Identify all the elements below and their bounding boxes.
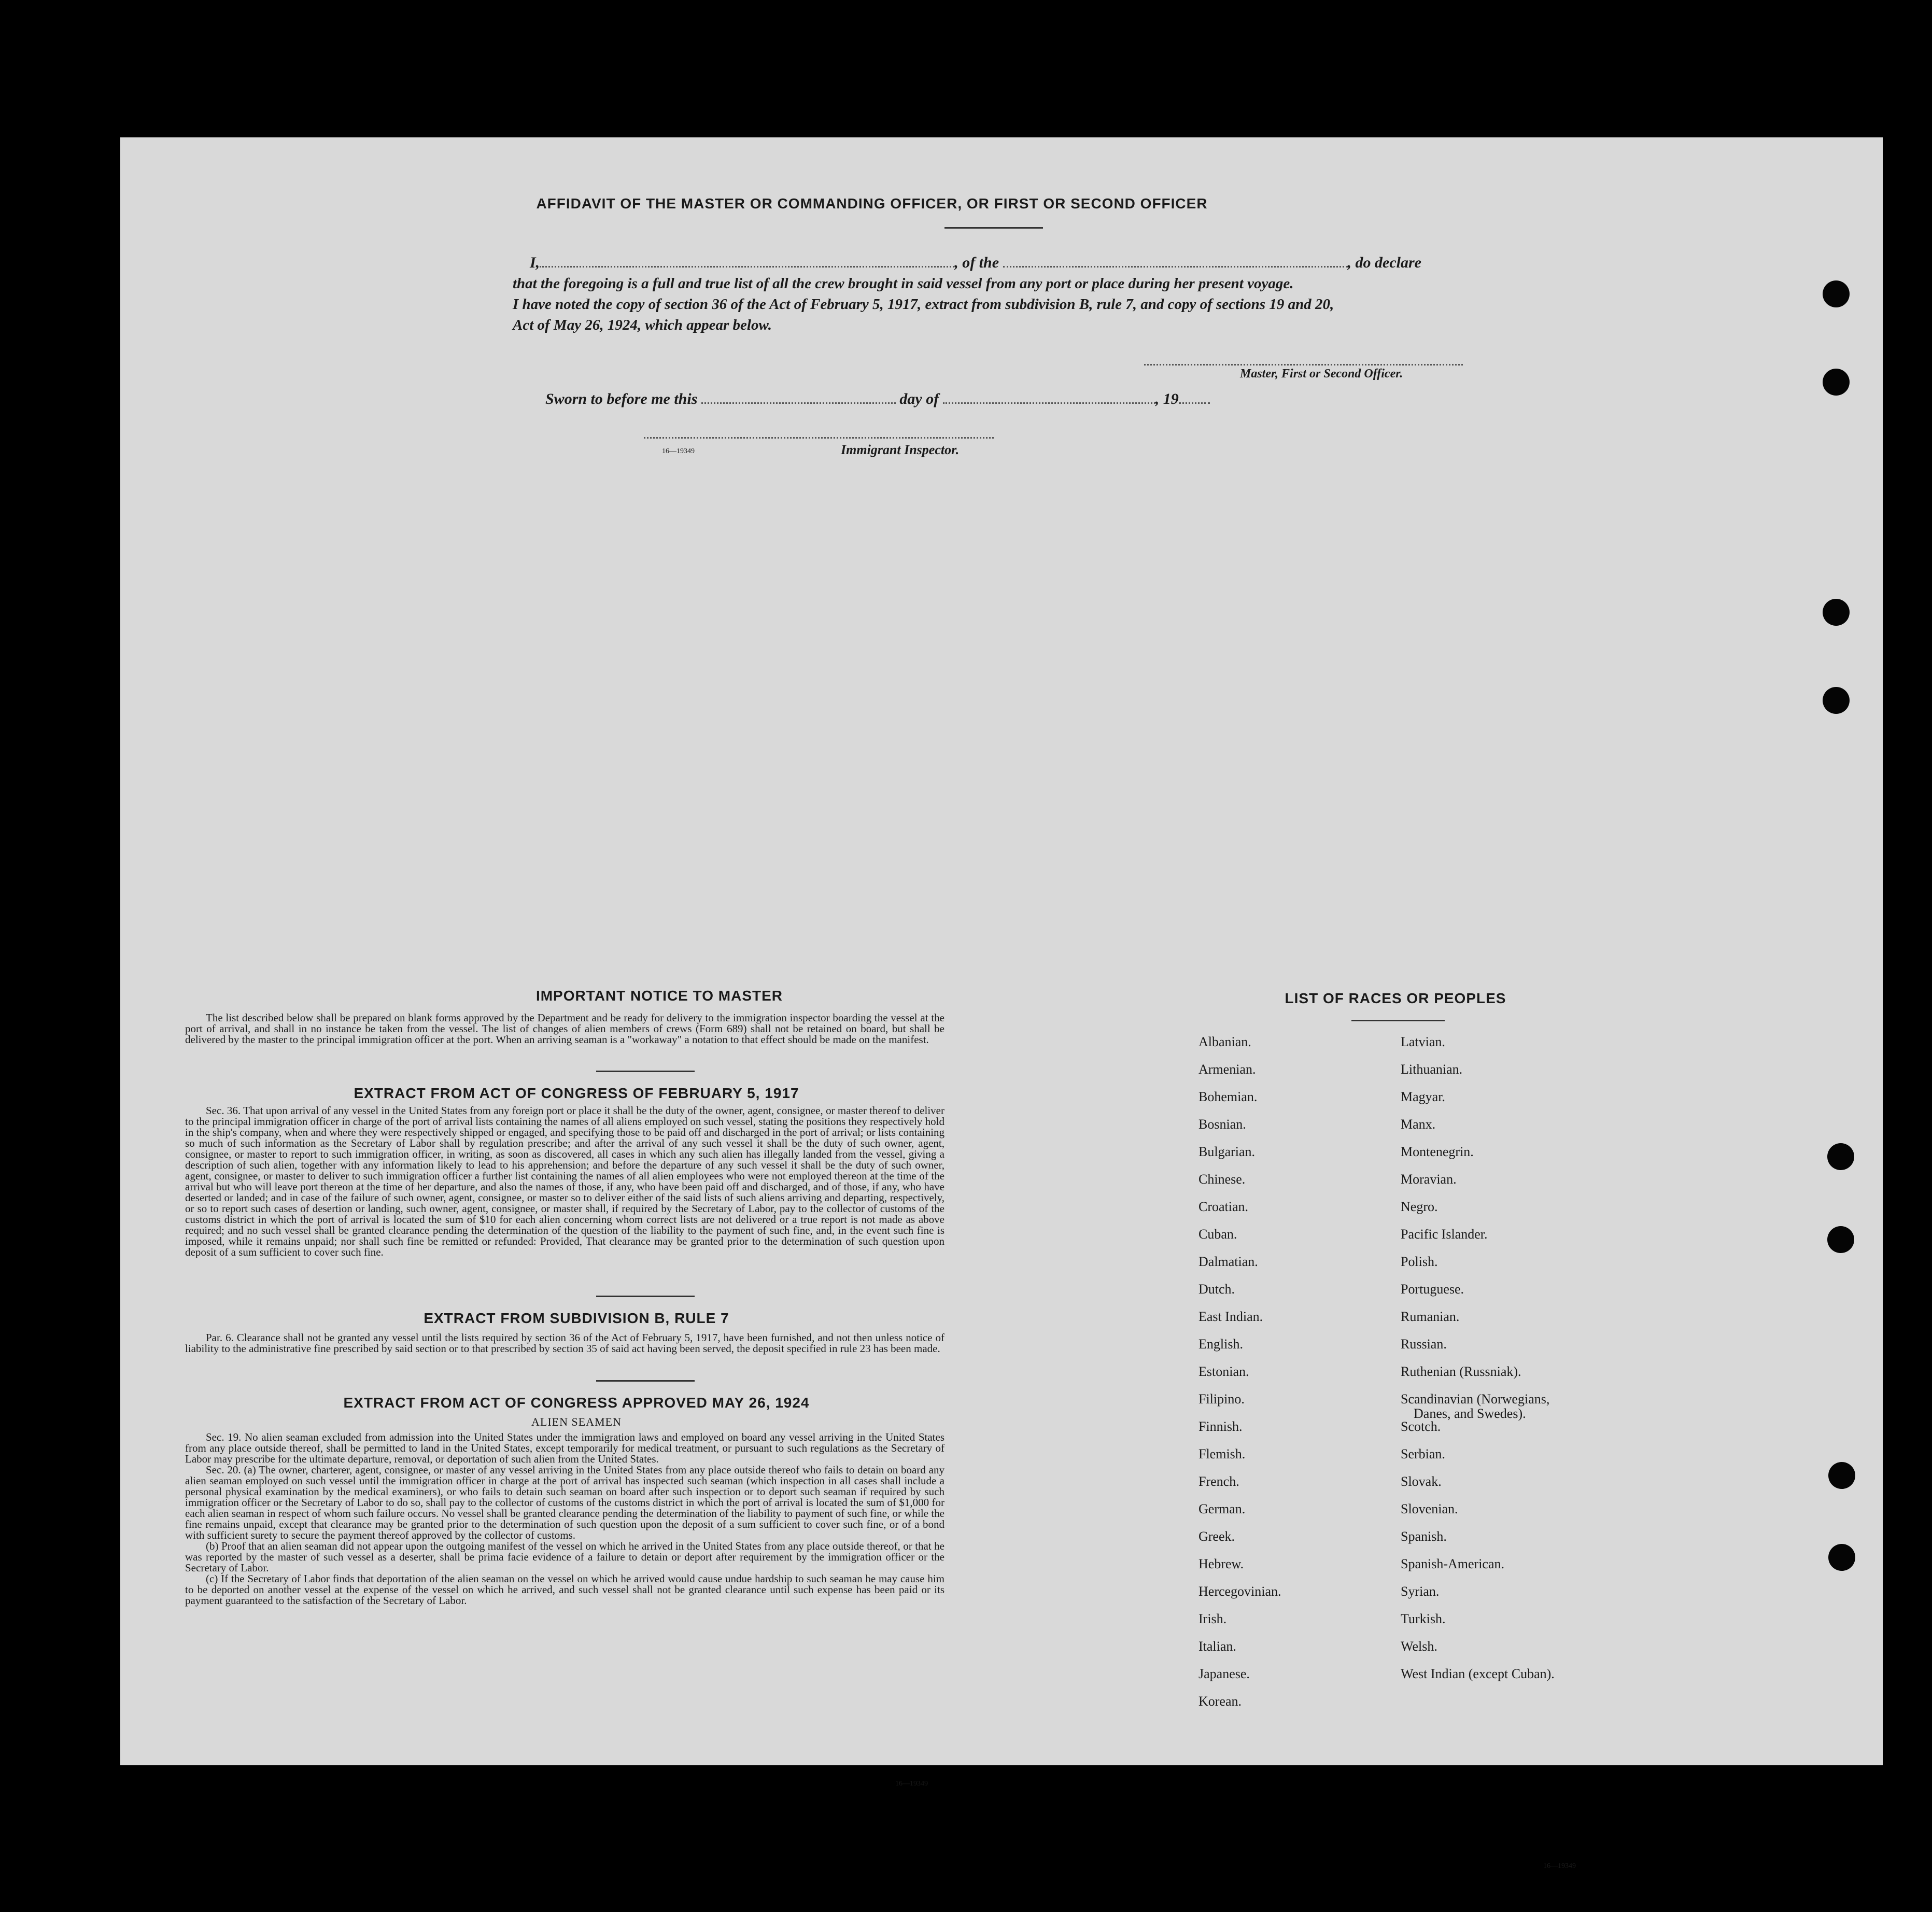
sworn-month-field[interactable] xyxy=(943,402,1155,404)
race-right-item: Negro. xyxy=(1401,1199,1438,1214)
affidavit-title-rule xyxy=(944,227,1043,229)
race-left-item: Korean. xyxy=(1198,1694,1242,1709)
document-sheet xyxy=(120,137,1883,1870)
race-left-item: Bulgarian. xyxy=(1198,1144,1256,1159)
race-right-item: Lithuanian. xyxy=(1401,1062,1463,1077)
binder-hole xyxy=(1827,1143,1854,1170)
section-20a-paragraph: Sec. 20. (a) The owner, charterer, agent, consignee, or master of any vessel arriving in the United States from any place outside thereof who fails to detain on board any alien seaman employed on such vessel until the immigration officer in charge at the port of arrival has inspected such seaman (which inspection in all cases shall include a personal physical examination by the medical examiners), or who fails to detain such seaman on board after such inspection or to deport such seaman if required by such immigration officer or the Secretary of Labor to do so, shall pay to the collector of customs of the customs district in which the port of arrival is located the sum of $1,000 for each alien seaman in respect of whom such failure occurs. No vessel shall be granted clearance pending the determination of the liability to payment of such fine, or while the fine remains unpaid, except that clearance may be granted prior to the determination of such question upon the deposit of a sum sufficient to cover such fine, or of a bond with sufficient surety to secure the payment thereof approved by the collector of customs. xyxy=(185,1464,944,1541)
race-left-item: Filipino. xyxy=(1198,1391,1245,1407)
race-left-item: Finnish. xyxy=(1198,1419,1243,1434)
master-signature-line[interactable] xyxy=(1144,364,1463,365)
races-form-number: 16—19349 xyxy=(1543,1862,1576,1870)
sworn-line xyxy=(545,390,1375,408)
race-left-item: Dutch. xyxy=(1198,1282,1235,1297)
race-right-item: Serbian. xyxy=(1401,1446,1445,1461)
race-right-item: Syrian. xyxy=(1401,1584,1440,1599)
race-right-item: Slovak. xyxy=(1401,1474,1442,1489)
race-right-item: Scandinavian (Norwegians, xyxy=(1401,1391,1550,1407)
rule7-paragraph: Par. 6. Clearance shall not be granted any vessel until the lists required by section 36 of the Act of February 5, 1917, have been furnished, and not then unless notice of liability to the administrative fine prescribed by said section or to that prescribed by section 35 of said act having been served, the deposit specified in rule 23 has been made. xyxy=(185,1331,944,1355)
race-left-item: Albanian. xyxy=(1198,1034,1251,1049)
master-signature-label: Master, First or Second Officer. xyxy=(1240,367,1403,381)
binder-hole xyxy=(1827,1226,1854,1253)
section-36-paragraph: Sec. 36. That upon arrival of any vessel in the United States from any foreign port or place it shall be the duty of the owner, agent, consignee, or master thereof to deliver to the principal immigration officer in charge of the port of arrival lists containing the names of all aliens employed on such vessel, stating the positions they respectively hold in the ship's company, when and where they were respectively shipped or engaged, and specifying those to be paid off and discharged in the port of arrival; or lists containing so much of such information as the Secretary of Labor shall by regulation prescribe; and after the arrival of any such vessel it shall be the duty of such owner, agent, consignee, or master to report to such immigration officer, in writing, as soon as discovered, all cases in which any such alien has illegally landed from the vessel, giving a description of such alien, together with any information likely to lead to his apprehension; and before the departure of any such vessel it shall be the duty of such owner, agent, consignee, or master to deliver to such immigration officer a further list containing the names of all alien employees who were not employed thereon at the time of the arrival but who will leave port thereon at the time of her departure, and also the names of those, if any, who have been paid off and discharged, and of those, if any, who have deserted or landed; and in case of the failure of such owner, agent, consignee, or master so to deliver either of the said lists of such aliens arriving and departing, respectively, or so to report such cases of desertion or landing, such owner, agent, consignee, or master shall, if required by the Secretary of Labor, pay to the collector of customs of the customs district in which the port of arrival is located the sum of $10 for each alien concerning whom correct lists are not delivered or a true report is not made as above required; and no such vessel shall be granted clearance pending the determination of the question of the liability to the payment of such fine, and, in the event such fine is imposed, while it remains unpaid; nor shall such fine be remitted or refunded: Provided, That clearance may be granted prior to the determination of such question upon deposit of a sum sufficient to cover such fine. xyxy=(185,1104,944,1258)
inspector-signature-line[interactable] xyxy=(644,437,994,439)
extract-1917-rule xyxy=(596,1296,695,1297)
race-left-item: Armenian. xyxy=(1198,1062,1256,1077)
rule7-title: EXTRACT FROM SUBDIVISION B, RULE 7 xyxy=(424,1310,729,1326)
race-left-item: Hercegovinian. xyxy=(1198,1584,1281,1599)
race-left-item: Bohemian. xyxy=(1198,1089,1258,1104)
race-right-item: Scotch. xyxy=(1401,1419,1441,1434)
binder-hole xyxy=(1823,599,1850,626)
vessel-field[interactable] xyxy=(1003,266,1348,268)
race-right-item: Spanish. xyxy=(1401,1529,1447,1544)
race-right-item: Manx. xyxy=(1401,1117,1436,1132)
race-right-item: Portuguese. xyxy=(1401,1282,1464,1297)
section-20b-paragraph: (b) Proof that an alien seaman did not appear upon the outgoing manifest of the vessel on which he arrived in the United States from any place outside thereof, or that he was reported by the master of such vessel as a deserter, shall be prima facie evidence of a failure to detain or deport after requirement by the immigration officer or the Secretary of Labor. xyxy=(185,1540,944,1574)
race-left-item: Croatian. xyxy=(1198,1199,1249,1214)
alien-seamen-subtitle: ALIEN SEAMEN xyxy=(531,1415,622,1428)
race-left-item: Irish. xyxy=(1198,1611,1227,1626)
race-right-item: West Indian (except Cuban). xyxy=(1401,1666,1555,1681)
race-left-item: Cuban. xyxy=(1198,1227,1237,1242)
races-title: LIST OF RACES OR PEOPLES xyxy=(1285,990,1506,1006)
race-right-item: Pacific Islander. xyxy=(1401,1227,1488,1242)
notice-rule xyxy=(596,1071,695,1072)
race-left-item: Dalmatian. xyxy=(1198,1254,1258,1269)
race-right-item: Magyar. xyxy=(1401,1089,1445,1104)
race-right-item: Montenegrin. xyxy=(1401,1144,1474,1159)
race-left-item: English. xyxy=(1198,1337,1243,1352)
affidavit-line3: I have noted the copy of section 36 of the Act of February 5, 1917, extract from subdivision B, rule 7, and copy of sections 19 and 20, xyxy=(513,296,1334,313)
binder-hole xyxy=(1823,280,1850,307)
sworn-label: Sworn to before me this xyxy=(545,390,698,407)
race-right-item: Ruthenian (Russniak). xyxy=(1401,1364,1521,1379)
binder-hole xyxy=(1828,1462,1855,1489)
extract-form-number: 16—19349 xyxy=(895,1780,928,1788)
extract-1924-title: EXTRACT FROM ACT OF CONGRESS APPROVED MAY 26, 1924 xyxy=(343,1395,810,1411)
affidavit-i-label: I, xyxy=(530,254,540,271)
binder-hole xyxy=(1828,1544,1855,1571)
race-left-item: German. xyxy=(1198,1501,1246,1516)
notice-text xyxy=(185,1013,944,1045)
race-right-item: Polish. xyxy=(1401,1254,1438,1269)
affidavit-line1 xyxy=(530,254,1603,272)
binder-hole xyxy=(1823,687,1850,714)
race-right-item: Welsh. xyxy=(1401,1639,1437,1654)
rule7-rule xyxy=(596,1380,695,1382)
extract-1917-title: EXTRACT FROM ACT OF CONGRESS OF FEBRUARY 5, 1917 xyxy=(354,1085,799,1101)
race-right-item: Slovenian. xyxy=(1401,1501,1458,1516)
of-the-label: , of the xyxy=(954,254,999,271)
race-right-item: Moravian. xyxy=(1401,1172,1457,1187)
race-right-item: Spanish-American. xyxy=(1401,1556,1505,1571)
race-left-item: Hebrew. xyxy=(1198,1556,1244,1571)
extract-1924-text xyxy=(185,1432,944,1606)
affidavit-title: AFFIDAVIT OF THE MASTER OR COMMANDING OFFICER, OR FIRST OR SECOND OFFICER xyxy=(536,195,1208,212)
race-right-item: Russian. xyxy=(1401,1337,1447,1352)
affidavit-form-number: 16—19349 xyxy=(662,447,695,455)
rule7-text xyxy=(185,1332,944,1354)
race-right-item: Rumanian. xyxy=(1401,1309,1460,1324)
race-left-item: Japanese. xyxy=(1198,1666,1250,1681)
race-left-item: Flemish. xyxy=(1198,1446,1246,1461)
sworn-day-field[interactable] xyxy=(701,402,896,404)
race-left-item: East Indian. xyxy=(1198,1309,1263,1324)
affidavit-line4: Act of May 26, 1924, which appear below. xyxy=(513,317,772,333)
year-label: , 19 xyxy=(1155,390,1179,407)
affidavit-line2: that the foregoing is a full and true list of all the crew brought in said vessel from any port or place during her present voyage. xyxy=(513,275,1294,292)
name-field[interactable] xyxy=(540,266,954,268)
race-left-item: Greek. xyxy=(1198,1529,1235,1544)
race-right-item: Turkish. xyxy=(1401,1611,1446,1626)
race-right-item: Latvian. xyxy=(1401,1034,1445,1049)
race-left-item: Estonian. xyxy=(1198,1364,1249,1379)
race-left-item: Italian. xyxy=(1198,1639,1236,1654)
section-19-paragraph: Sec. 19. No alien seaman excluded from admission into the United States under the immigration laws and employed on board any vessel arriving in the United States from any place outside thereof, shall be permitted to land in the United States, except temporarily for medical treatment, or pursuant to such regulations as the Secretary of Labor may prescribe for the ultimate departure, removal, or deportation of such alien from the United States. xyxy=(185,1431,944,1465)
inspector-signature-label: Immigrant Inspector. xyxy=(841,442,960,457)
race-left-item: Bosnian. xyxy=(1198,1117,1246,1132)
notice-title: IMPORTANT NOTICE TO MASTER xyxy=(535,988,783,1004)
race-right-item: Danes, and Swedes). xyxy=(1414,1406,1526,1421)
day-of-label: day of xyxy=(899,390,939,407)
notice-paragraph: The list described below shall be prepared on blank forms approved by the Department and be ready for delivery to the immigration inspector boarding the vessel at the port of arrival, and shall in no instance be taken from the vessel. The list of changes of alien members of crews (Form 689) shall not be retained on board, but shall be delivered by the master to the principal immigration officer at the port. When an arriving seaman is a "workaway" a notation to that effect should be made on the manifest. xyxy=(185,1011,944,1046)
extract-1917-text xyxy=(185,1105,944,1258)
binder-hole xyxy=(1823,369,1850,396)
races-rule xyxy=(1351,1020,1445,1021)
do-declare-label: , do declare xyxy=(1347,254,1421,271)
sworn-year-field[interactable] xyxy=(1179,402,1210,404)
race-left-item: Chinese. xyxy=(1198,1172,1246,1187)
section-20c-paragraph: (c) If the Secretary of Labor finds that deportation of the alien seaman on the vessel on which he arrived would cause undue hardship to such seaman he may cause him to be deported on another vessel at the expense of the vessel on which he arrived, and such vessel shall not be granted clearance until such expense has been paid or its payment guaranteed to the satisfaction of the Secretary of Labor. xyxy=(185,1572,944,1607)
race-left-item: French. xyxy=(1198,1474,1239,1489)
